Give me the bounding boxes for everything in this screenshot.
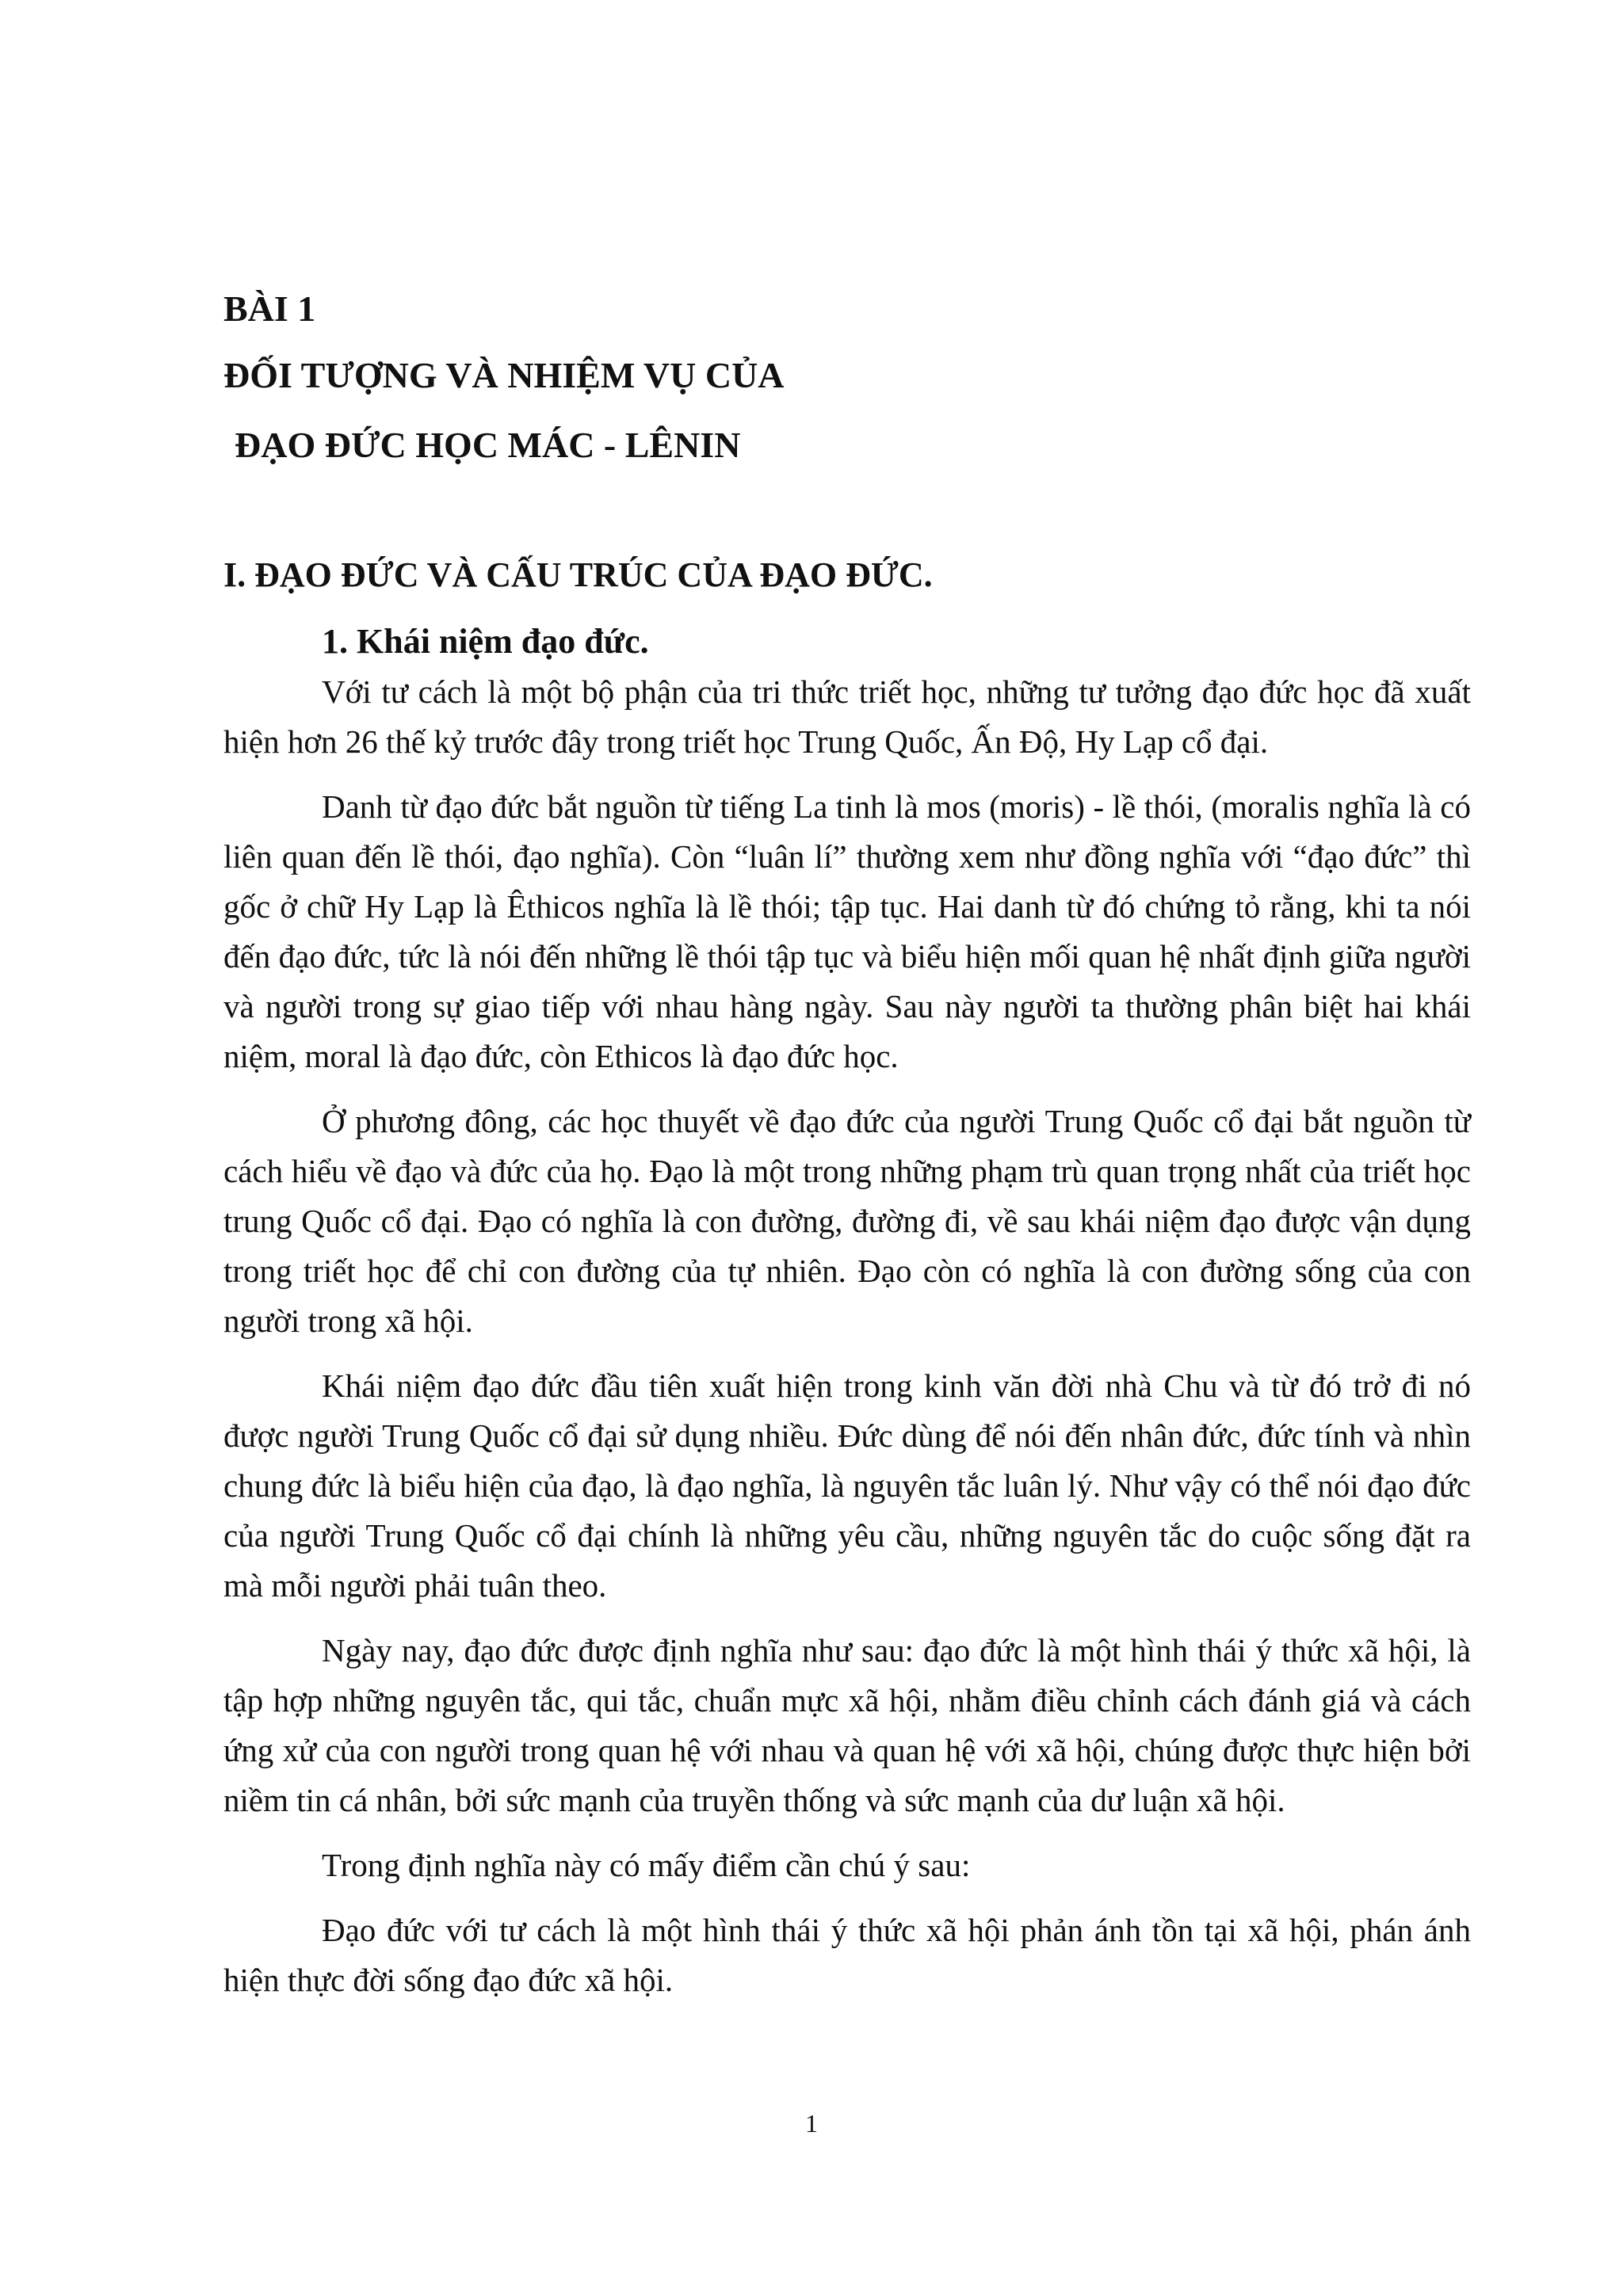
paragraph: Ở phương đông, các học thuyết về đạo đức của người Trung Quốc cổ đại bắt nguồn từ cách hiểu về đạo và đức của họ. Đạo là một trong những phạm trù quan trọng nhất của triết học trung Quốc cổ đại. Đạo có nghĩa là con đường, đường đi, về sau khái niệm đạo được vận dụng trong triết học để chỉ con đường của tự nhiên. Đạo còn có nghĩa là con đường sống của con người trong xã hội. — [223, 1103, 1471, 1339]
paragraph: Trong định nghĩa này có mấy điểm cần chú ý sau: — [322, 1847, 971, 1883]
subsection-heading: 1. Khái niệm đạo đức. — [322, 622, 649, 661]
paragraph: Đạo đức với tư cách là một hình thái ý thức xã hội phản ánh tồn tại xã hội, phán ánh hiện thực đời sống đạo đức xã hội. — [223, 1912, 1471, 1998]
lesson-label: BÀI 1 — [223, 288, 316, 329]
title-line-1: ĐỐI TƯỢNG VÀ NHIỆM VỤ CỦA — [223, 355, 785, 395]
paragraph: Với tư cách là một bộ phận của tri thức triết học, những tư tưởng đạo đức học đã xuất hiện hơn 26 thế kỷ trước đây trong triết học Trung Quốc, Ấn Độ, Hy Lạp cổ đại. — [223, 673, 1471, 760]
paragraph: Khái niệm đạo đức đầu tiên xuất hiện trong kinh văn đời nhà Chu và từ đó trở đi nó được người Trung Quốc cổ đại sử dụng nhiều. Đức dùng để nói đến nhân đức, đức tính và nhìn chung đức là biểu hiện của đạo, là đạo nghĩa, là nguyên tắc luân lý. Như vậy có thể nói đạo đức của người Trung Quốc cổ đại chính là những yêu cầu, những nguyên tắc do cuộc sống đặt ra mà mỗi người phải tuân theo. — [223, 1367, 1471, 1604]
title-line-2: ĐẠO ĐỨC HỌC MÁC - LÊNIN — [235, 425, 741, 465]
paragraph: Danh từ đạo đức bắt nguồn từ tiếng La tinh là mos (moris) - lề thói, (moralis nghĩa là có liên quan đến lề thói, đạo nghĩa). Còn “luân lí” thường xem như đồng nghĩa với “đạo đức” thì gốc ở chữ Hy Lạp là Êthicos nghĩa là lề thói; tập tục. Hai danh từ đó chứng tỏ rằng, khi ta nói đến đạo đức, tức là nói đến những lề thói tập tục và biểu hiện mối quan hệ nhất định giữa người và người trong sự giao tiếp với nhau hàng ngày. Sau này người ta thường phân biệt hai khái niệm, moral là đạo đức, còn Ethicos là đạo đức học. — [223, 788, 1471, 1074]
paragraph: Ngày nay, đạo đức được định nghĩa như sau: đạo đức là một hình thái ý thức xã hội, là tập hợp những nguyên tắc, qui tắc, chuẩn mực xã hội, nhằm điều chỉnh cách đánh giá và cách ứng xử của con người trong quan hệ với nhau và quan hệ với xã hội, chúng được thực hiện bởi niềm tin cá nhân, bởi sức mạnh của truyền thống và sức mạnh của dư luận xã hội. — [223, 1632, 1471, 1818]
body-text — [223, 667, 1471, 2005]
section-heading: I. ĐẠO ĐỨC VÀ CẤU TRÚC CỦA ĐẠO ĐỨC. — [223, 555, 933, 594]
page-number: 1 — [805, 2109, 818, 2138]
